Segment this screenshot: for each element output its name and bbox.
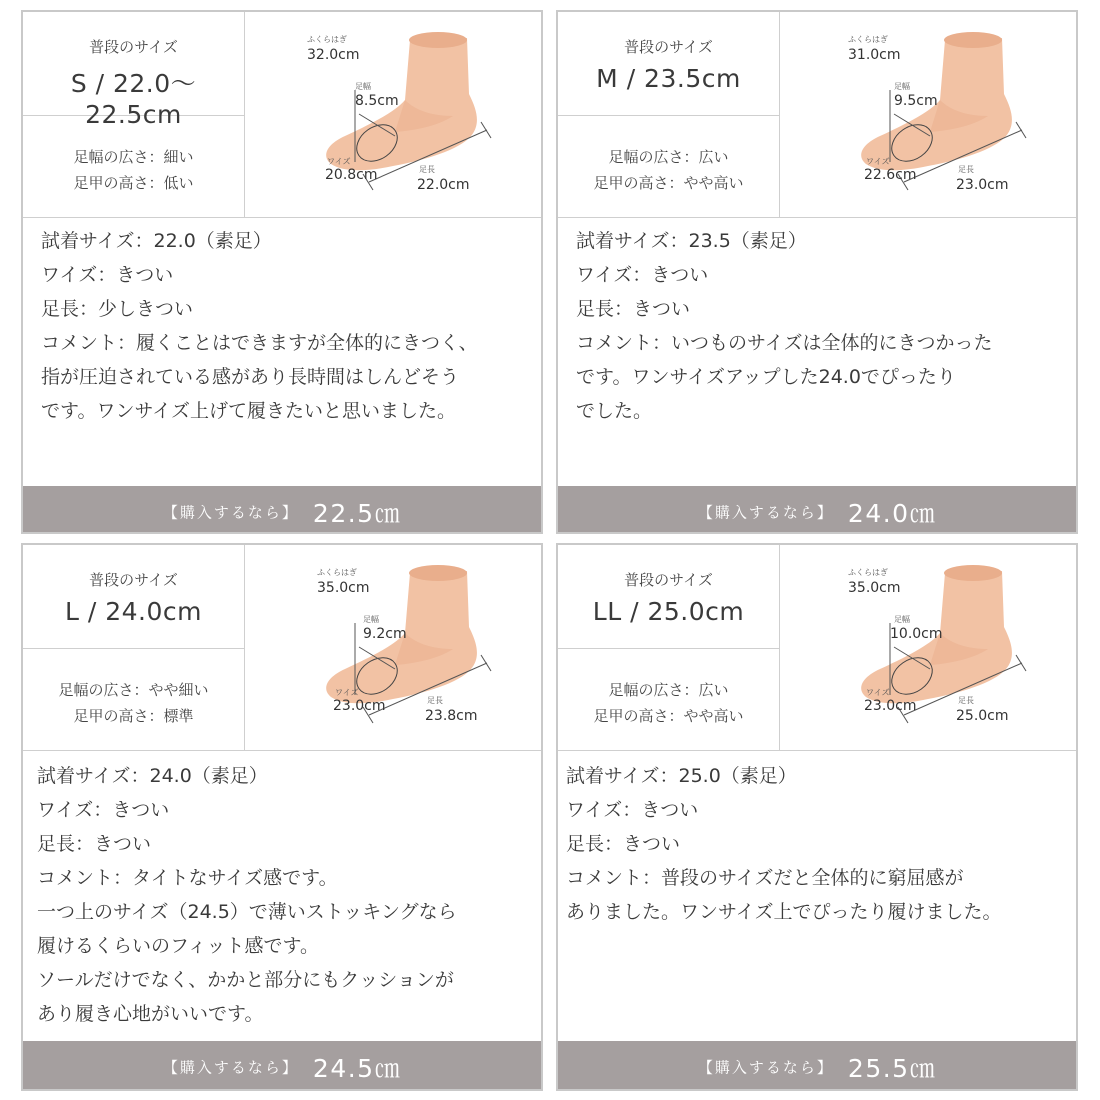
foot-length-value: 25.0cm	[956, 708, 1009, 724]
buy-label: 【購入するなら】	[162, 1058, 299, 1077]
wise-value: 22.6cm	[864, 167, 917, 183]
foot-width-spec: 足幅の広さ：広い	[608, 681, 729, 699]
normal-size-box	[558, 12, 779, 116]
review-line: ソールだけでなく、かかと部分にもクッションが	[37, 969, 454, 991]
review-line: 履けるくらいのフィット感です。	[37, 935, 319, 957]
foot-width-label: 足幅	[355, 82, 371, 91]
foot-spec-box	[558, 116, 779, 217]
normal-size-box	[558, 545, 779, 649]
review-line: コメント：タイトなサイズ感です。	[37, 867, 338, 889]
size-column	[558, 12, 780, 217]
normal-size-caption: 普段のサイズ	[624, 38, 713, 56]
review-line: 足長：少しきつい	[41, 298, 194, 320]
normal-size-box	[23, 545, 244, 649]
foot-width-spec: 足幅の広さ：やや細い	[58, 681, 209, 699]
calf-opening	[409, 565, 467, 581]
foot-length-value: 23.8cm	[425, 708, 478, 724]
buy-size-value: 24.5㎝	[312, 1054, 402, 1083]
fitting-review	[566, 759, 1070, 929]
normal-size-value: L / 24.0cm	[64, 597, 202, 626]
foot-illustration	[245, 12, 543, 218]
review-line: コメント：履くことはできますが全体的にきつく、	[41, 332, 478, 354]
review-line: ワイズ：きつい	[576, 264, 709, 286]
size-card-l	[21, 543, 543, 1091]
foot-diagram	[780, 545, 1078, 751]
fitting-review	[576, 224, 1070, 428]
card-header	[23, 12, 541, 218]
foot-length-label: 足長	[427, 696, 443, 705]
foot-spec-box	[23, 649, 244, 750]
length-tick-end	[481, 122, 491, 138]
calf-label: ふくらはぎ	[317, 568, 357, 577]
review-line: でした。	[576, 400, 653, 422]
foot-spec-box	[23, 116, 244, 217]
size-column	[23, 545, 245, 750]
wise-label: ワイズ	[327, 157, 351, 166]
buy-recommendation-bar	[23, 486, 541, 532]
wise-value: 23.0cm	[333, 698, 386, 714]
calf-opening	[409, 32, 467, 48]
calf-value: 35.0cm	[317, 580, 370, 596]
calf-opening	[944, 32, 1002, 48]
fitting-review	[37, 759, 535, 1031]
foot-width-spec: 足幅の広さ：細い	[73, 148, 194, 166]
buy-label: 【購入するなら】	[697, 503, 834, 522]
size-column	[23, 12, 245, 217]
length-tick-end	[1016, 122, 1026, 138]
buy-recommendation-bar	[558, 486, 1076, 532]
foot-spec-box	[558, 649, 779, 750]
normal-size-value: M / 23.5cm	[596, 64, 741, 93]
wise-label: ワイズ	[866, 688, 890, 697]
normal-size-value: S / 22.0〜22.5cm	[70, 69, 197, 129]
wise-value: 20.8cm	[325, 167, 378, 183]
buy-recommendation-bar	[23, 1041, 541, 1089]
buy-recommendation-bar	[558, 1041, 1076, 1089]
normal-size-caption: 普段のサイズ	[89, 571, 178, 589]
review-line: コメント：普段のサイズだと全体的に窮屈感が	[566, 867, 964, 889]
buy-label: 【購入するなら】	[697, 1058, 834, 1077]
foot-width-value: 10.0cm	[890, 626, 943, 642]
fitting-review	[41, 224, 535, 428]
review-line: 一つ上のサイズ（24.5）で薄いストッキングなら	[37, 901, 457, 923]
buy-label: 【購入するなら】	[162, 503, 299, 522]
length-tick-end	[1016, 655, 1026, 671]
foot-width-value: 8.5cm	[355, 93, 399, 109]
calf-label: ふくらはぎ	[848, 35, 888, 44]
wise-value: 23.0cm	[864, 698, 917, 714]
foot-width-value: 9.5cm	[894, 93, 938, 109]
foot-width-value: 9.2cm	[363, 626, 407, 642]
card-header	[558, 545, 1076, 751]
size-column	[558, 545, 780, 750]
card-header	[558, 12, 1076, 218]
size-card-m	[556, 10, 1078, 534]
foot-length-value: 22.0cm	[417, 177, 470, 193]
size-card-ll	[556, 543, 1078, 1091]
review-line: 足長：きつい	[37, 833, 152, 855]
instep-height-spec: 足甲の高さ：標準	[73, 707, 194, 725]
foot-length-label: 足長	[958, 696, 974, 705]
review-line: 足長：きつい	[566, 833, 681, 855]
foot-illustration	[780, 12, 1078, 218]
foot-diagram	[780, 12, 1078, 218]
foot-illustration	[780, 545, 1078, 751]
calf-value: 31.0cm	[848, 47, 901, 63]
instep-height-spec: 足甲の高さ：やや高い	[593, 707, 744, 725]
instep-height-spec: 足甲の高さ：低い	[73, 174, 194, 192]
instep-height-spec: 足甲の高さ：やや高い	[593, 174, 744, 192]
review-line: です。ワンサイズ上げて履きたいと思いました。	[41, 400, 456, 422]
review-line: コメント：いつものサイズは全体的にきつかった	[576, 332, 993, 354]
review-line: 試着サイズ：24.0（素足）	[37, 765, 268, 787]
normal-size-value: LL / 25.0cm	[592, 597, 745, 626]
foot-width-label: 足幅	[363, 615, 379, 624]
length-tick-end	[481, 655, 491, 671]
foot-length-value: 23.0cm	[956, 177, 1009, 193]
card-header	[23, 545, 541, 751]
review-line: です。ワンサイズアップした24.0でぴったり	[576, 366, 956, 388]
buy-size-value: 25.5㎝	[847, 1054, 937, 1083]
review-line: 試着サイズ：22.0（素足）	[41, 230, 272, 252]
calf-value: 32.0cm	[307, 47, 360, 63]
calf-opening	[944, 565, 1002, 581]
review-line: ありました。ワンサイズ上でぴったり履けました。	[566, 901, 1002, 923]
review-line: ワイズ：きつい	[37, 799, 170, 821]
wise-label: ワイズ	[866, 157, 890, 166]
foot-length-label: 足長	[419, 165, 435, 174]
foot-width-label: 足幅	[894, 615, 910, 624]
normal-size-box	[23, 12, 244, 129]
calf-label: ふくらはぎ	[307, 35, 347, 44]
review-line: ワイズ：きつい	[41, 264, 174, 286]
review-line: ワイズ：きつい	[566, 799, 699, 821]
normal-size-caption: 普段のサイズ	[624, 571, 713, 589]
foot-width-label: 足幅	[894, 82, 910, 91]
review-line: 指が圧迫されている感があり長時間はしんどそう	[41, 366, 460, 388]
buy-size-value: 22.5㎝	[312, 499, 402, 528]
review-line: 試着サイズ：23.5（素足）	[576, 230, 807, 252]
normal-size-caption: 普段のサイズ	[89, 38, 178, 56]
review-line: 足長：きつい	[576, 298, 691, 320]
review-line: あり履き心地がいいです。	[37, 1003, 264, 1025]
foot-illustration	[245, 545, 543, 751]
calf-label: ふくらはぎ	[848, 568, 888, 577]
calf-value: 35.0cm	[848, 580, 901, 596]
foot-width-spec: 足幅の広さ：広い	[608, 148, 729, 166]
foot-diagram	[245, 12, 543, 218]
size-card-s	[21, 10, 543, 534]
buy-size-value: 24.0㎝	[847, 499, 937, 528]
foot-diagram	[245, 545, 543, 751]
foot-length-label: 足長	[958, 165, 974, 174]
wise-label: ワイズ	[335, 688, 359, 697]
review-line: 試着サイズ：25.0（素足）	[566, 765, 797, 787]
